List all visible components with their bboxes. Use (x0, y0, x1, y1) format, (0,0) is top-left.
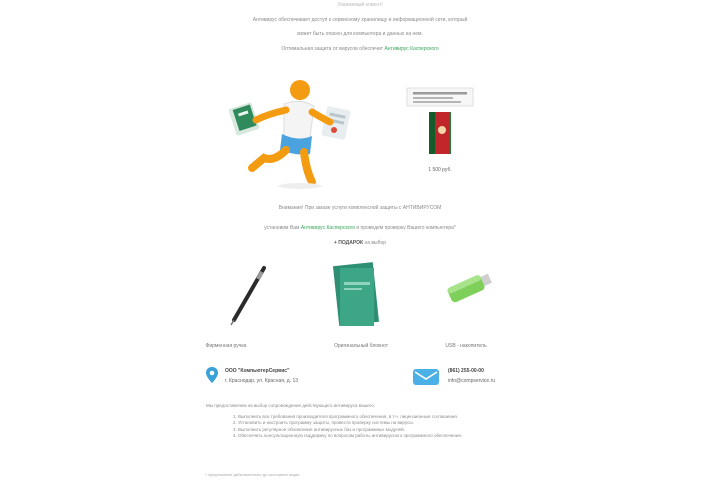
company-name: ООО "КомпьютерСервис" (225, 368, 290, 374)
promo-line-2-prefix: установим Вам (264, 225, 300, 231)
offer-prefix: Оптимальная защита от вирусов обеспечит (281, 46, 384, 52)
greeting-fragment: Уважаемый клиент! (337, 2, 383, 8)
requirements-intro: Мы предоставляем на выбор сопровождение действующего антивируса вашего: (206, 403, 375, 408)
pen-icon (222, 262, 274, 328)
list-item: 4. Обеспечить консультационную поддержку по вопросам работы антивирусного программного обеспечения. (238, 433, 518, 439)
promo-line-2-suffix: и проведем проверку Вашего компьютера* (356, 225, 456, 231)
gift-line (0, 240, 720, 246)
phone-mail-icon (412, 366, 440, 386)
notebook-icon (330, 258, 382, 330)
usb-drive-icon (440, 266, 496, 310)
intro-line-2: может быть опасен для компьютера и данных на нем. (297, 31, 423, 37)
location-pin-icon (205, 366, 219, 384)
running-man-illustration (222, 70, 362, 190)
gift-caption-pen: Фирменная ручка (205, 343, 247, 349)
gift-caption-usb: USB - накопитель (445, 343, 487, 349)
contact-email[interactable]: info@compservice.ru (448, 378, 496, 384)
promo-line-2 (0, 225, 720, 231)
company-address: г. Краснодар, ул. Красная, д. 13 (225, 378, 299, 384)
list-item: 1. Выполнить все требования производителя программного обеспечения, в т.ч. лицензионные соглашения. (238, 414, 518, 420)
antivirus-box-image[interactable] (405, 86, 475, 166)
gift-suffix: на выбор (364, 240, 387, 246)
promo-link[interactable]: Антивирус Касперского (300, 225, 355, 231)
offer-line (0, 46, 720, 52)
promo-line-1: Внимание! При заказе услуги комплексной защиты с АНТИВИРУСОМ (278, 205, 442, 211)
gift-caption-notebook: Оригинальный блокнот (334, 343, 388, 349)
list-item: 2. Установить и настроить программу защиты, провести проверку системы на вирусы. (238, 420, 518, 426)
offer-link[interactable]: Антивирус Касперского (384, 46, 439, 52)
footnote: * предложение действительно до окончания акции (205, 472, 300, 477)
list-item: 3. Выполнить регулярное обновление антивирусных баз и программных модулей. (238, 427, 518, 433)
gift-label: + ПОДАРОК (333, 240, 364, 246)
requirements-list (228, 414, 518, 440)
product-price: 1 500 руб. (428, 167, 452, 173)
contact-phone[interactable]: (861) 255-00-00 (448, 368, 484, 374)
intro-line-1: Антивирус обеспечивает доступ к сервисному хранилищу и информационной сети, который (252, 17, 468, 23)
